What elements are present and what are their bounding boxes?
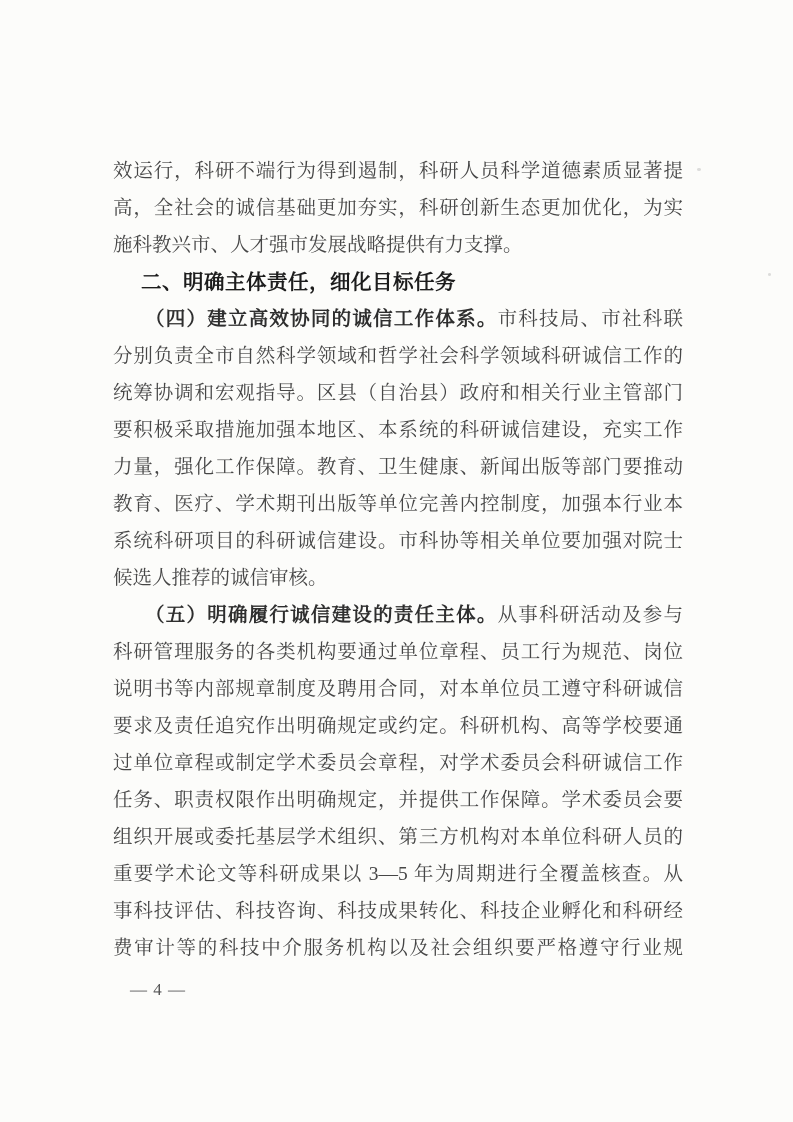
paragraph-lead: （四）建立高效协同的诚信工作体系。 bbox=[145, 309, 498, 330]
text-line bbox=[113, 671, 683, 708]
paragraph-lead: （五）明确履行诚信建设的责任主体。 bbox=[145, 605, 498, 626]
scan-speck bbox=[697, 168, 701, 171]
text-line bbox=[113, 708, 683, 745]
text-segment: 力量，强化工作保障。教育、卫生健康、新闻出版等部门要推动 bbox=[113, 457, 683, 478]
text-segment: 科研管理服务的各类机构要通过单位章程、员工行为规范、岗位 bbox=[113, 642, 683, 663]
text-line bbox=[113, 153, 683, 190]
text-segment: 要求及责任追究作出明确规定或约定。科研机构、高等学校要通 bbox=[113, 716, 683, 737]
text-segment: 任务、职责权限作出明确规定，并提供工作保障。学术委员会要 bbox=[113, 790, 683, 811]
text-segment: 候选人推荐的诚信审核。 bbox=[113, 568, 328, 589]
text-line bbox=[113, 745, 683, 782]
text-segment: 费审计等的科技中介服务机构以及社会组织要严格遵守行业规 bbox=[113, 938, 683, 959]
text-segment: 从事科研活动及参与 bbox=[497, 605, 683, 626]
text-segment: 分别负责全市自然科学领域和哲学社会科学领域科研诚信工作的 bbox=[113, 346, 683, 367]
text-line bbox=[113, 597, 683, 634]
text-line bbox=[113, 375, 683, 412]
text-line bbox=[113, 523, 683, 560]
text-segment: 市科技局、市社科联 bbox=[497, 309, 683, 330]
text-segment: 教育、医疗、学术期刊出版等单位完善内控制度，加强本行业本 bbox=[113, 494, 683, 515]
text-line bbox=[113, 190, 683, 227]
text-segment: 高，全社会的诚信基础更加夯实，科研创新生态更加优化，为实 bbox=[113, 198, 683, 219]
text-line bbox=[113, 634, 683, 671]
scan-speck bbox=[768, 273, 771, 276]
text-segment: 过单位章程或制定学术委员会章程，对学术委员会科研诚信工作 bbox=[113, 753, 683, 774]
text-line bbox=[113, 819, 683, 856]
text-segment: 二、明确主体责任，细化目标任务 bbox=[141, 271, 456, 294]
text-segment: 施科教兴市、人才强市发展战略提供有力支撑。 bbox=[113, 235, 523, 256]
text-line bbox=[113, 227, 683, 264]
text-line bbox=[113, 893, 683, 930]
text-line bbox=[113, 856, 683, 893]
text-segment: 事科技评估、科技咨询、科技成果转化、科技企业孵化和科研经 bbox=[113, 901, 683, 922]
section-heading bbox=[113, 264, 683, 301]
text-segment: 统筹协调和宏观指导。区县（自治县）政府和相关行业主管部门 bbox=[113, 383, 683, 404]
text-line bbox=[113, 782, 683, 819]
text-line bbox=[113, 560, 683, 597]
text-line bbox=[113, 301, 683, 338]
text-line bbox=[113, 338, 683, 375]
text-segment: 效运行，科研不端行为得到遏制，科研人员科学道德素质显著提 bbox=[113, 161, 683, 182]
text-segment: 重要学术论文等科研成果以 3—5 年为周期进行全覆盖核查。从 bbox=[113, 864, 683, 885]
document-text-block bbox=[113, 153, 683, 967]
text-segment: 要积极采取措施加强本地区、本系统的科研诚信建设，充实工作 bbox=[113, 420, 683, 441]
text-line bbox=[113, 412, 683, 449]
text-line bbox=[113, 449, 683, 486]
text-segment: 系统科研项目的科研诚信建设。市科协等相关单位要加强对院士 bbox=[113, 531, 683, 552]
text-line bbox=[113, 930, 683, 967]
page-number: — 4 — bbox=[130, 980, 186, 999]
text-segment: 组织开展或委托基层学术组织、第三方机构对本单位科研人员的 bbox=[113, 827, 683, 848]
text-line bbox=[113, 486, 683, 523]
text-segment: 说明书等内部规章制度及聘用合同，对本单位员工遵守科研诚信 bbox=[113, 679, 683, 700]
